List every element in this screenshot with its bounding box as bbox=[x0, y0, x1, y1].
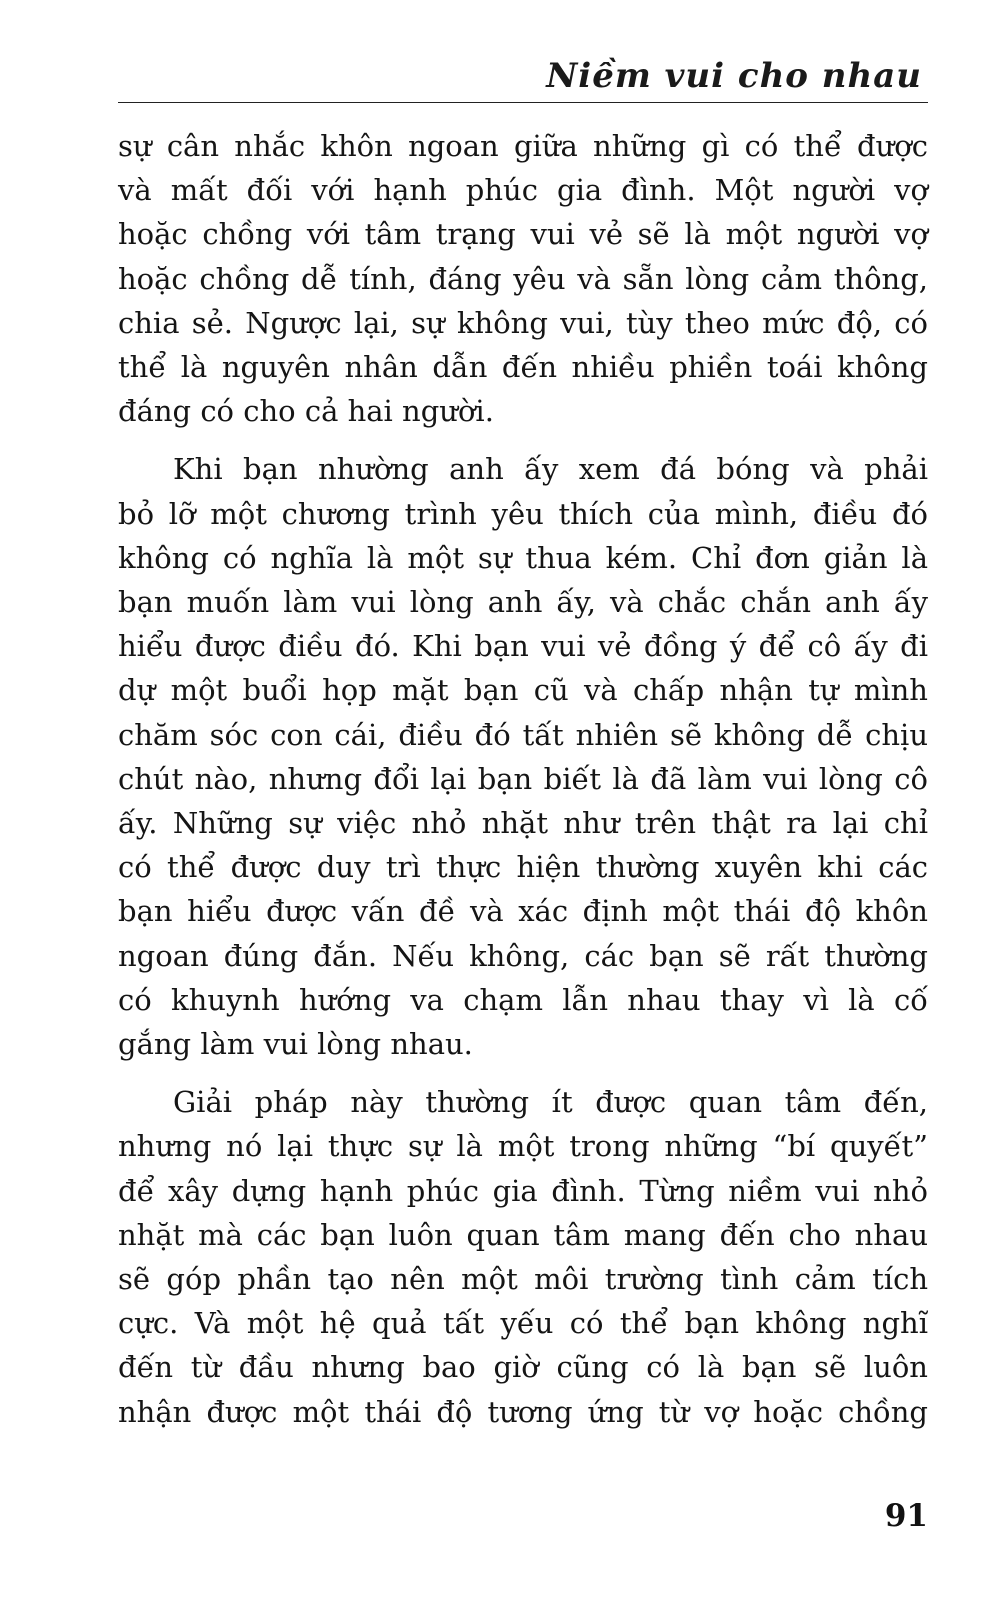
text-line: chăm sóc con cái, điều đó tất nhiên sẽ không dễ chịu bbox=[118, 717, 928, 752]
text-line: đến từ đầu nhưng bao giờ cũng có là bạn sẽ luôn bbox=[118, 1350, 928, 1385]
text-line: nhận được một thái độ tương ứng từ vợ hoặc chồng bbox=[118, 1394, 928, 1429]
text-line: ấy. Những sự việc nhỏ nhặt như trên thật ra lại chỉ bbox=[118, 806, 928, 841]
text-line: có khuynh hướng va chạm lẫn nhau thay vì là cố bbox=[118, 982, 928, 1017]
page-number: 91 bbox=[884, 1498, 928, 1534]
text-line: bạn muốn làm vui lòng anh ấy, và chắc chắn anh ấy bbox=[118, 585, 928, 620]
running-header bbox=[118, 52, 928, 103]
text-line: Giải pháp này thường ít được quan tâm đến, bbox=[173, 1085, 928, 1120]
paragraph-3 bbox=[118, 1080, 928, 1434]
text-line: bạn hiểu được vấn đề và xác định một thái độ khôn bbox=[118, 894, 928, 929]
text-line: dự một buổi họp mặt bạn cũ và chấp nhận tự mình bbox=[118, 673, 928, 708]
paragraph-2 bbox=[118, 447, 928, 1066]
text-line: Khi bạn nhường anh ấy xem đá bóng và phải bbox=[173, 452, 928, 487]
text-line: hiểu được điều đó. Khi bạn vui vẻ đồng ý để cô ấy đi bbox=[118, 629, 928, 664]
text-line: hoặc chồng với tâm trạng vui vẻ sẽ là một người vợ bbox=[118, 217, 928, 252]
text-line: bỏ lỡ một chương trình yêu thích của mình, điều đó bbox=[118, 496, 928, 531]
body-text bbox=[118, 124, 928, 1448]
text-line: sự cân nhắc khôn ngoan giữa những gì có thể được bbox=[118, 129, 928, 163]
text-line: ngoan đúng đắn. Nếu không, các bạn sẽ rất thường bbox=[118, 938, 928, 973]
text-line: nhặt mà các bạn luôn quan tâm mang đến cho nhau bbox=[118, 1217, 928, 1252]
text-line: gắng làm vui lòng nhau. bbox=[118, 1027, 473, 1062]
text-line: để xây dựng hạnh phúc gia đình. Từng niềm vui nhỏ bbox=[118, 1173, 928, 1208]
text-line: chia sẻ. Ngược lại, sự không vui, tùy theo mức độ, có bbox=[118, 305, 928, 340]
text-line: đáng có cho cả hai người. bbox=[118, 394, 494, 429]
text-line: thể là nguyên nhân dẫn đến nhiều phiền toái không bbox=[118, 350, 928, 385]
running-title: Niềm vui cho nhau bbox=[546, 56, 922, 96]
text-line: và mất đối với hạnh phúc gia đình. Một người vợ bbox=[118, 173, 928, 208]
text-line: có thể được duy trì thực hiện thường xuyên khi các bbox=[118, 850, 928, 885]
text-line: không có nghĩa là một sự thua kém. Chỉ đơn giản là bbox=[118, 540, 928, 575]
paragraph-1 bbox=[118, 124, 928, 433]
text-line: cực. Và một hệ quả tất yếu có thể bạn không nghĩ bbox=[118, 1306, 928, 1341]
text-line: nhưng nó lại thực sự là một trong những “bí quyết” bbox=[118, 1129, 928, 1164]
text-line: hoặc chồng dễ tính, đáng yêu và sẵn lòng cảm thông, bbox=[118, 261, 928, 296]
text-line: sẽ góp phần tạo nên một môi trường tình cảm tích bbox=[118, 1262, 928, 1297]
text-line: chút nào, nhưng đổi lại bạn biết là đã làm vui lòng cô bbox=[118, 761, 928, 796]
